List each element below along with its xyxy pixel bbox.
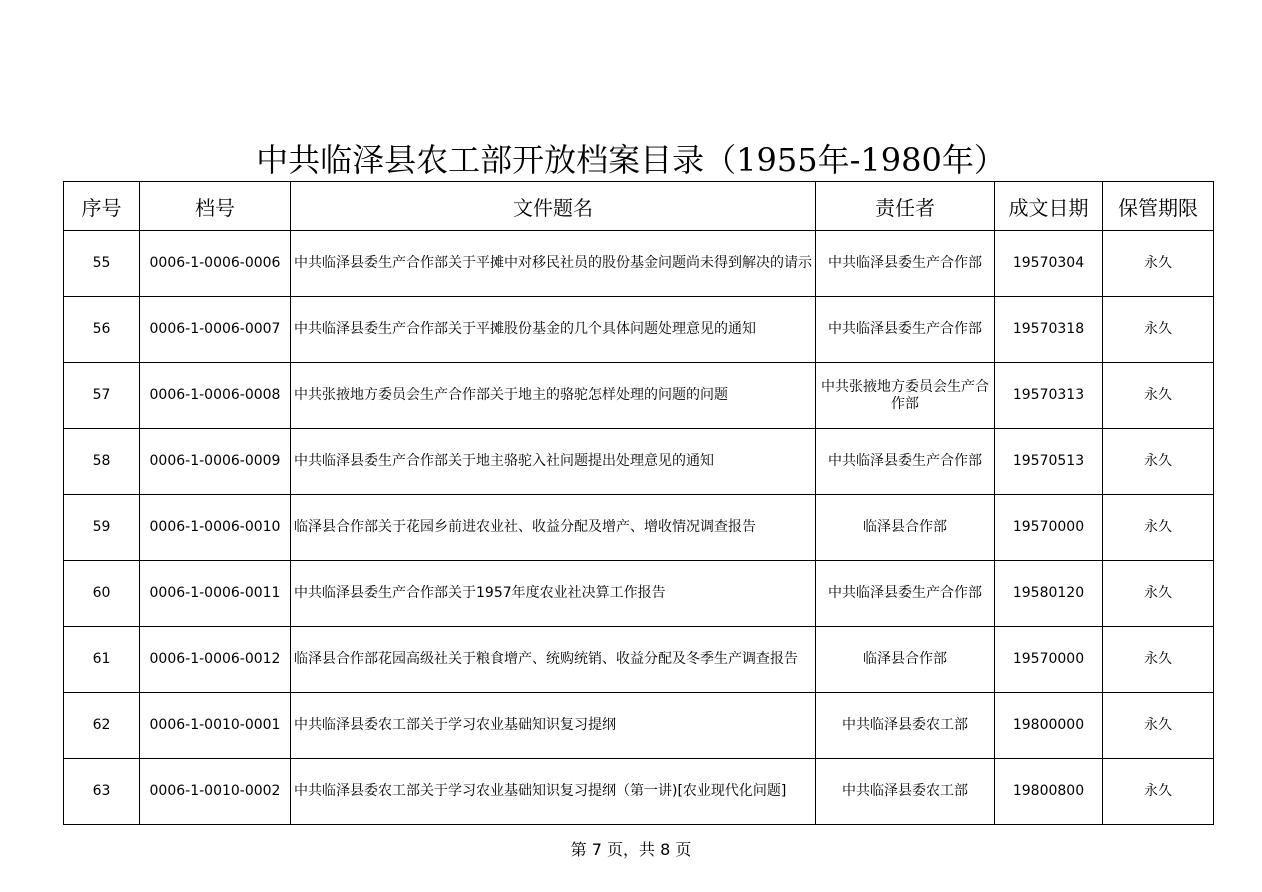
cell-date: 19580120	[995, 561, 1103, 627]
table-row	[64, 297, 1214, 363]
cell-doc-title: 中共临泽县委农工部关于学习农业基础知识复习提纲（第一讲)[农业现代化问题]	[291, 759, 816, 825]
table-row	[64, 561, 1214, 627]
archive-catalog-table	[63, 181, 1214, 825]
cell-date: 19570000	[995, 627, 1103, 693]
table-row	[64, 759, 1214, 825]
cell-archive-no: 0006-1-0006-0008	[140, 363, 291, 429]
cell-seq: 61	[64, 627, 140, 693]
cell-responsible: 中共临泽县委农工部	[816, 759, 995, 825]
cell-doc-title: 中共临泽县委生产合作部关于地主骆驼入社问题提出处理意见的通知	[291, 429, 816, 495]
cell-date: 19570313	[995, 363, 1103, 429]
cell-responsible: 临泽县合作部	[816, 627, 995, 693]
cell-archive-no: 0006-1-0006-0007	[140, 297, 291, 363]
page-footer: 第 7 页，共 8 页	[570, 840, 692, 859]
table-row	[64, 627, 1214, 693]
cell-doc-title: 中共临泽县委生产合作部关于平摊中对移民社员的股份基金问题尚未得到解决的请示	[291, 231, 816, 297]
table-row	[64, 693, 1214, 759]
cell-retention: 永久	[1103, 561, 1214, 627]
cell-archive-no: 0006-1-0006-0006	[140, 231, 291, 297]
cell-doc-title: 中共临泽县委农工部关于学习农业基础知识复习提纲	[291, 693, 816, 759]
cell-archive-no: 0006-1-0006-0009	[140, 429, 291, 495]
cell-responsible: 中共临泽县委生产合作部	[816, 297, 995, 363]
cell-date: 19570513	[995, 429, 1103, 495]
cell-date: 19800800	[995, 759, 1103, 825]
cell-archive-no: 0006-1-0006-0010	[140, 495, 291, 561]
cell-seq: 58	[64, 429, 140, 495]
cell-date: 19570318	[995, 297, 1103, 363]
cell-responsible: 中共临泽县委农工部	[816, 693, 995, 759]
header-date: 成文日期	[995, 182, 1103, 231]
header-retention: 保管期限	[1103, 182, 1214, 231]
cell-doc-title: 临泽县合作部花园高级社关于粮食增产、统购统销、收益分配及冬季生产调查报告	[291, 627, 816, 693]
cell-responsible: 临泽县合作部	[816, 495, 995, 561]
table-row	[64, 429, 1214, 495]
cell-responsible: 中共临泽县委生产合作部	[816, 429, 995, 495]
cell-retention: 永久	[1103, 429, 1214, 495]
cell-seq: 59	[64, 495, 140, 561]
cell-seq: 62	[64, 693, 140, 759]
cell-doc-title: 中共张掖地方委员会生产合作部关于地主的骆驼怎样处理的问题的问题	[291, 363, 816, 429]
cell-seq: 56	[64, 297, 140, 363]
table-row	[64, 363, 1214, 429]
cell-retention: 永久	[1103, 297, 1214, 363]
cell-date: 19800000	[995, 693, 1103, 759]
cell-retention: 永久	[1103, 231, 1214, 297]
cell-retention: 永久	[1103, 495, 1214, 561]
cell-responsible: 中共临泽县委生产合作部	[816, 561, 995, 627]
cell-retention: 永久	[1103, 693, 1214, 759]
cell-retention: 永久	[1103, 759, 1214, 825]
cell-archive-no: 0006-1-0010-0001	[140, 693, 291, 759]
header-doc-title: 文件题名	[291, 182, 816, 231]
header-responsible: 责任者	[816, 182, 995, 231]
cell-doc-title: 临泽县合作部关于花园乡前进农业社、收益分配及增产、增收情况调查报告	[291, 495, 816, 561]
table-row	[64, 495, 1214, 561]
header-archive-no: 档号	[140, 182, 291, 231]
cell-date: 19570000	[995, 495, 1103, 561]
header-seq: 序号	[64, 182, 140, 231]
cell-seq: 63	[64, 759, 140, 825]
cell-archive-no: 0006-1-0006-0012	[140, 627, 291, 693]
cell-seq: 55	[64, 231, 140, 297]
cell-archive-no: 0006-1-0006-0011	[140, 561, 291, 627]
table-row	[64, 231, 1214, 297]
table-header-row	[64, 182, 1214, 231]
cell-responsible: 中共临泽县委生产合作部	[816, 231, 995, 297]
cell-seq: 60	[64, 561, 140, 627]
cell-seq: 57	[64, 363, 140, 429]
cell-doc-title: 中共临泽县委生产合作部关于平摊股份基金的几个具体问题处理意见的通知	[291, 297, 816, 363]
cell-archive-no: 0006-1-0010-0002	[140, 759, 291, 825]
cell-retention: 永久	[1103, 363, 1214, 429]
page-title: 中共临泽县农工部开放档案目录（1955年-1980年）	[256, 141, 1006, 179]
cell-doc-title: 中共临泽县委生产合作部关于1957年度农业社决算工作报告	[291, 561, 816, 627]
cell-responsible: 中共张掖地方委员会生产合作部	[816, 363, 995, 429]
cell-retention: 永久	[1103, 627, 1214, 693]
cell-date: 19570304	[995, 231, 1103, 297]
